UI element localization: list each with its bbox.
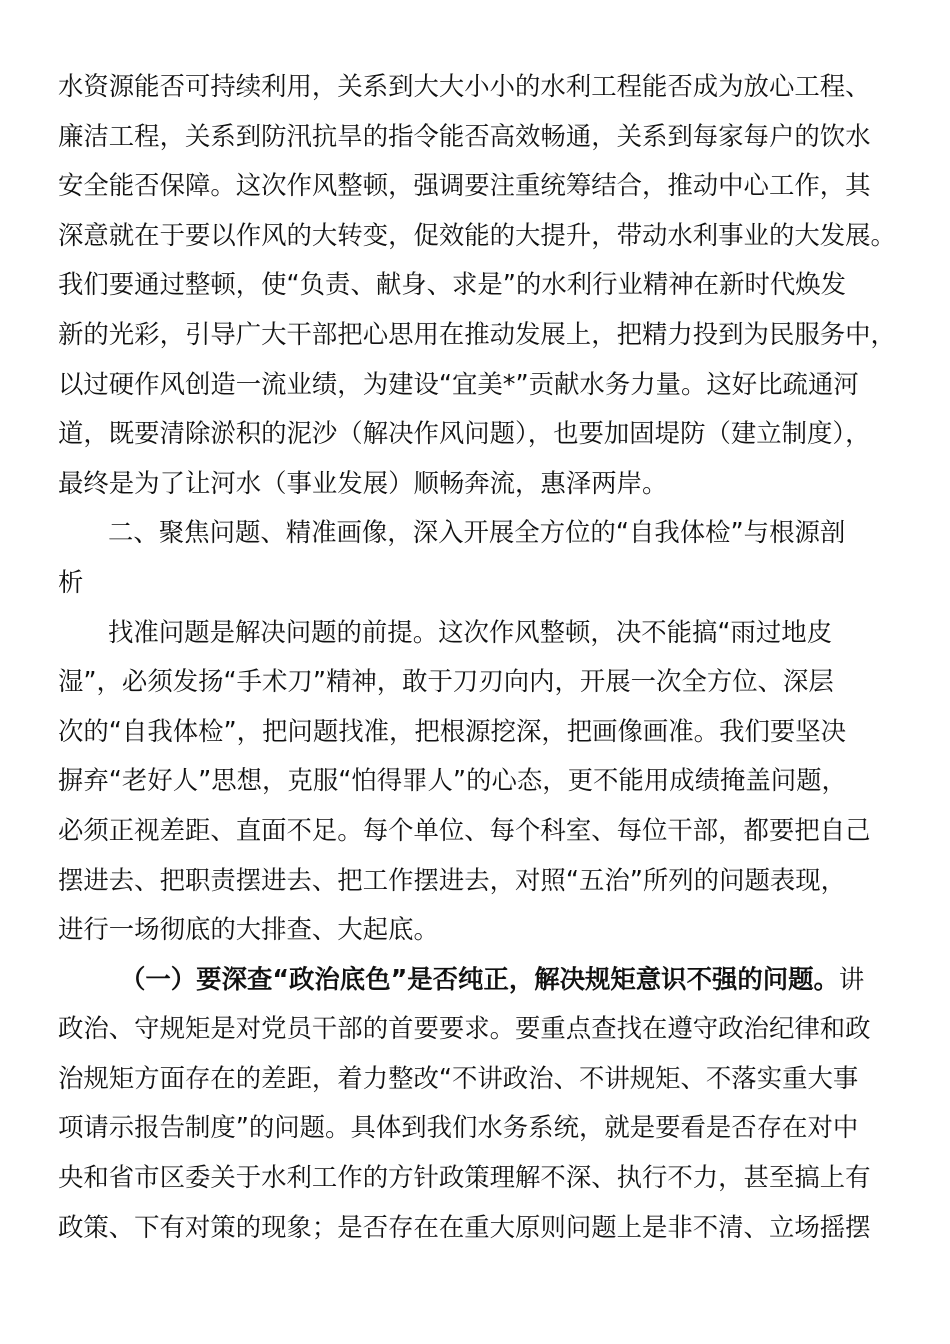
- text-line: 新的光彩，引导广大干部把心思用在推动发展上，把精力投到为民服务中，: [58, 318, 896, 349]
- text-line: 廉洁工程，关系到防汛抗旱的指令能否高效畅通，关系到每家每户的饮水: [58, 120, 871, 151]
- text-line: 治规矩方面存在的差距，着力整改“不讲政治、不讲规矩、不落实重大事: [58, 1062, 859, 1093]
- text-line: 我们要通过整顿，使“负责、献身、求是”的水利行业精神在新时代焕发: [58, 269, 847, 300]
- text-line: 摆进去、把职责摆进去、把工作摆进去，对照“五治”所列的问题表现，: [58, 864, 847, 895]
- text-line: 安全能否保障。这次作风整顿，强调要注重统筹结合，推动中心工作，其: [58, 170, 871, 201]
- subsection-first-line: [58, 955, 894, 1005]
- text-line: 最终是为了让河水（事业发展）顺畅奔流，惠泽两岸。: [58, 467, 668, 498]
- text-line: 政治、守规矩是对党员干部的首要要求。要重点查找在遵守政治纪律和政: [58, 1013, 871, 1044]
- paragraph-body: [58, 608, 894, 955]
- text-line: 以过硬作风创造一流业绩，为建设“宜美*”贡献水务力量。这好比疏通河: [58, 368, 859, 399]
- text-line: 道，既要清除淤积的泥沙（解决作风问题），也要加固堤防（建立制度），: [58, 418, 871, 449]
- text-line: 政策、下有对策的现象；是否存在在重大原则问题上是非不清、立场摇摆: [58, 1211, 871, 1242]
- subsection-paragraph: [58, 955, 894, 1253]
- text-line: 湿”，必须发扬“手术刀”精神，敢于刀刃向内，开展一次全方位、深层: [58, 666, 834, 697]
- subsection-heading: （一）要深查“政治底色”是否纯正，解决规矩意识不强的问题。: [120, 963, 839, 994]
- text-line: 水资源能否可持续利用，关系到大大小小的水利工程能否成为放心工程、: [58, 71, 871, 101]
- heading-line: 析: [58, 566, 84, 597]
- text-line: 项请示报告制度”的问题。具体到我们水务系统，就是要看是否存在对中: [58, 1112, 859, 1143]
- document-page: [58, 62, 894, 1252]
- heading-line: 二、聚焦问题、精准画像，深入开展全方位的“自我体检”与根源剖: [108, 517, 846, 548]
- text-fragment: 讲: [838, 963, 865, 994]
- text-line: 摒弃“老好人”思想，克服“怕得罪人”的心态，更不能用成绩掩盖问题，: [58, 765, 847, 796]
- text-line: 央和省市区委关于水利工作的方针政策理解不深、执行不力，甚至搞上有: [58, 1162, 871, 1193]
- paragraph-continued: [58, 62, 894, 508]
- text-line: 进行一场彻底的大排查、大起底。: [58, 914, 439, 945]
- section-heading: [58, 508, 894, 607]
- text-line: 深意就在于要以作风的大转变，促效能的大提升，带动水利事业的大发展。: [58, 219, 896, 250]
- text-line: 找准问题是解决问题的前提。这次作风整顿，决不能搞“雨过地皮: [108, 616, 833, 647]
- text-line: 必须正视差距、直面不足。每个单位、每个科室、每位干部，都要把自己: [58, 814, 871, 845]
- text-line: 次的“自我体检”，把问题找准，把根源挖深，把画像画准。我们要坚决: [58, 715, 847, 746]
